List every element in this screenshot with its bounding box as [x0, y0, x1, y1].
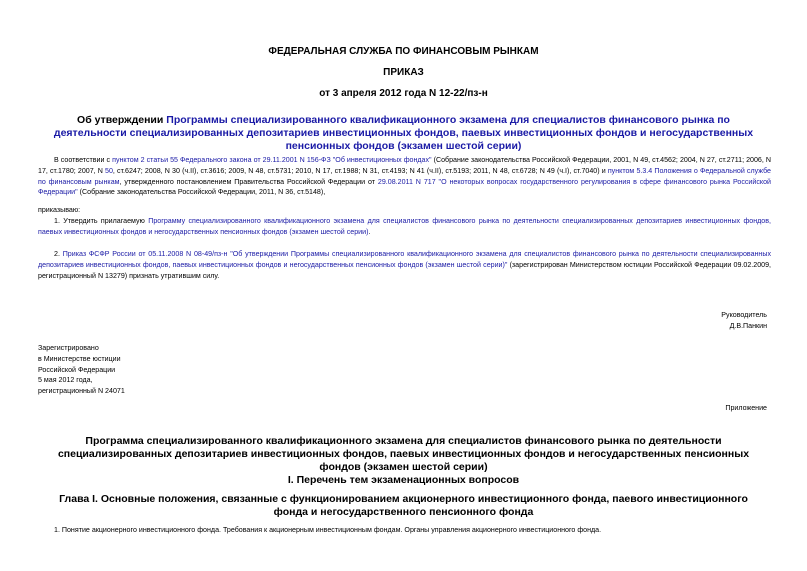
preamble-text-1: В соответствии с	[54, 156, 113, 164]
prior-order-link[interactable]: Приказ ФСФР России от 05.11.2008 N 08-49/пз-н "Об утверждении Программы специализированного квалификационного экзамена для специалистов финансового рынка по деятельности специализированных депозитариев инвестиционных фондов, паевых инвестиционных фондов и негосударственных пенсионных фондов (экзамен шестой серии)"	[38, 250, 771, 269]
point-1: 1. Понятие акционерного инвестиционного фонда. Требования к акционерным инвестиционным фондам. Органы управления акционерного инвестиционного фонда.	[54, 526, 602, 534]
item2-text: 2.	[54, 250, 63, 258]
preamble-text-3: , ст.6247; 2008, N 30 (ч.II), ст.3616; 2009, N 48, ст.5731; 2010, N 17, ст.1988; N 31, ст.4193; N 41 (ч.II), ст.5193; 2011, N 48, ст.6728; N 49 (ч.I), ст.7040) и	[112, 166, 608, 175]
registration-line-5: регистрационный N 24071	[38, 387, 125, 396]
preamble-paragraph	[38, 155, 771, 198]
preamble-text-5: (Собрание законодательства Российской Федерации, 2011, N 36, ст.5148),	[77, 188, 326, 197]
appendix-label: Приложение	[725, 404, 767, 412]
order-item-2	[38, 249, 771, 281]
preamble-text-2: (Собрание законодательства Российской Федерации, 2001, N 49, ст.4562; 2004, N 27, ст.2711; 2006, N 17, ст.1780; 2007, N	[38, 156, 772, 175]
title-prefix: Об утверждении	[77, 114, 167, 126]
program-title: Программа специализированного квалификационного экзамена для специалистов финансового рынка по деятельности специализированных депозитариев инвестиционных фондов, паевых инвестиционных фондов и негосударственных пенсионных фондов (экзамен шестой серии)	[57, 435, 750, 473]
section-title: I. Перечень тем экзаменационных вопросов	[287, 474, 520, 486]
document-title	[50, 114, 757, 153]
registration-line-3: Российской Федерации	[38, 365, 116, 374]
signature-name: Д.В.Панкин	[729, 321, 767, 330]
signature-block	[721, 310, 767, 332]
preamble-text-4: , утвержденного постановлением Правительства Российской Федерации от	[119, 177, 378, 186]
registration-line-1: Зарегистрировано	[38, 344, 99, 352]
title-program-link[interactable]: Программы специализированного квалификационного экзамена для специалистов финансового рынка по деятельности специализированных депозитариев инвестиционных фондов, паевых инвестиционных фондов и негосударственных пенсионных фондов (экзамен шестой серии)	[53, 114, 754, 152]
registration-line-2: в Министерстве юстиции	[38, 354, 121, 363]
government-decree-link[interactable]: 29.08.2011 N 717 "О некоторых вопросах государственного регулирования в сфере финансового рынка Российской Федерации"	[38, 177, 771, 197]
doc-type-heading: ПРИКАЗ	[383, 67, 424, 78]
item1-text: 1. Утвердить прилагаемую	[54, 217, 149, 225]
agency-heading: ФЕДЕРАЛЬНАЯ СЛУЖБА ПО ФИНАНСОВЫМ РЫНКАМ	[268, 46, 539, 57]
item1-end: .	[368, 227, 371, 236]
registration-line-4: 5 мая 2012 года,	[38, 376, 93, 385]
order-item-1	[38, 216, 771, 238]
chapter-title: Глава I. Основные положения, связанные с функционированием акционерного инвестиционного фонда, паевого инвестиционного фонда и негосударственного пенсионного фонда	[59, 493, 748, 518]
signature-role: Руководитель	[721, 311, 767, 319]
law-156fz-link[interactable]: пунктом 2 статьи 55 Федерального закона от 29.11.2001 N 156-ФЗ "Об инвестиционных фондах"	[112, 156, 432, 164]
item2-end: (зарегистрирован Министерством юстиции Российской Федерации 09.02.2009, регистрационный N 13279) признать утратившим силу.	[38, 260, 771, 280]
order-word: приказываю:	[38, 206, 81, 214]
law-50-link[interactable]: 50	[105, 166, 113, 175]
fsfr-regulation-link[interactable]: пунктом 5.3.4 Положения о Федеральной службе по финансовым рынкам	[38, 166, 771, 186]
date-number-heading: от 3 апреля 2012 года N 12-22/пз-н	[319, 88, 488, 99]
registration-block	[38, 343, 125, 397]
program-approval-link[interactable]: Программу специализированного квалификационного экзамена для специалистов финансового рынка по деятельности специализированных депозитариев инвестиционных фондов, паевых инвестиционных фондов и негосударственных пенсионных фондов (экзамен шестой серии)	[38, 217, 771, 236]
